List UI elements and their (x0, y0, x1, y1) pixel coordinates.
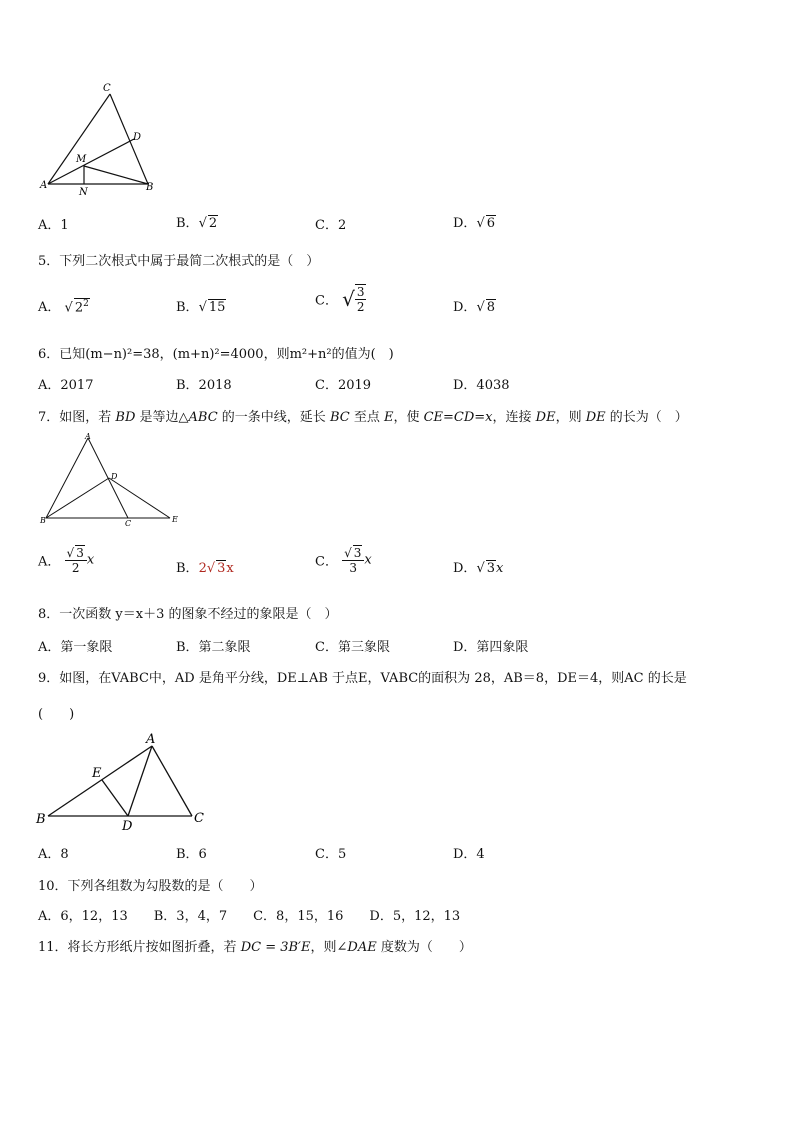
q10-options: A．6，12，13 B．3，4，7 C．8，15，16 D．5，12，13 (38, 909, 461, 924)
q7-stem: 7．如图，若 BD 是等边△ABC 的一条中线，延长 BC 至点 E，使 CE=CD=x，连接 DE，则 DE 的长为（ ） (38, 410, 688, 425)
q6-option-c: C．2019 (315, 378, 372, 393)
q6-option-d: D．4038 (453, 378, 510, 393)
label-B: B (36, 812, 46, 827)
q9-paren: ( ) (38, 707, 75, 722)
label-A: A (40, 180, 48, 191)
label-B: B (146, 182, 154, 193)
q9-option-c: C．5 (315, 847, 347, 862)
q8-option-d: D．第四象限 (453, 640, 529, 655)
q8-stem: 8．一次函数 y＝x＋3 的图象不经过的象限是（ ） (38, 607, 338, 622)
q9-stem: 9．如图，在VABC中，AD 是角平分线，DE⊥AB 于点E，VABC的面积为 28，AB＝8，DE＝4，则AC 的长是 (38, 671, 687, 686)
q6-stem: 6．已知(m−n)²=38，(m+n)²=4000，则m²+n²的值为( ) (38, 347, 394, 362)
label-C: C (194, 811, 204, 826)
label-D: D (122, 819, 133, 834)
q5-option-c: C． √ $\frac{3}{2}$ (315, 285, 365, 314)
label-A: A (146, 732, 156, 747)
label-D: D (111, 472, 118, 481)
q9-option-b: B．6 (176, 847, 207, 862)
q7-option-d: D．√ 3x (453, 561, 504, 576)
label-B: B (40, 516, 46, 525)
figure-equilateral-triangle-median (36, 430, 186, 528)
label-N: N (79, 187, 88, 198)
q6-option-a: A．2017 (38, 378, 94, 393)
q9-option-d: D．4 (453, 847, 485, 862)
q8-option-c: C．第三象限 (315, 640, 390, 655)
q5-stem: 5．下列二次根式中属于最简二次根式的是（ ） (38, 254, 320, 269)
q10-stem: 10．下列各组数为勾股数的是（ ） (38, 879, 263, 894)
q5-option-d: D．√ 8 (453, 300, 496, 315)
label-E: E (92, 766, 102, 781)
q7-option-b: B．2√ 3x (176, 561, 234, 576)
q7-option-a: A． $\frac{√ 3}{2}$ x (38, 546, 95, 575)
q7-option-c: C． $\frac{√ 3}{3}$ x (315, 546, 372, 575)
q4-option-b: B．√ 2 (176, 216, 218, 231)
q5-option-b: B．√ 15 (176, 300, 226, 315)
label-E: E (172, 515, 178, 524)
q8-option-a: A．第一象限 (38, 640, 113, 655)
q8-option-b: B．第二象限 (176, 640, 251, 655)
figure-triangle-angle-bisector (34, 730, 214, 836)
label-A: A (85, 432, 91, 441)
figure-triangle-abc-mn (38, 78, 168, 200)
label-C: C (103, 83, 111, 94)
q4-option-c: C．2 (315, 218, 347, 233)
q5-option-a: A． √ $2^2$ (38, 298, 89, 315)
label-C: C (125, 519, 132, 528)
q4-option-d: D．√ 6 (453, 216, 496, 231)
label-D: D (133, 132, 142, 143)
label-M: M (76, 154, 87, 165)
q9-option-a: A．8 (38, 847, 69, 862)
q11-stem: 11．将长方形纸片按如图折叠，若 DC = 3B′E，则∠DAE 度数为（ ） (38, 940, 472, 955)
q4-option-a: A．1 (38, 218, 69, 233)
q6-option-b: B．2018 (176, 378, 232, 393)
